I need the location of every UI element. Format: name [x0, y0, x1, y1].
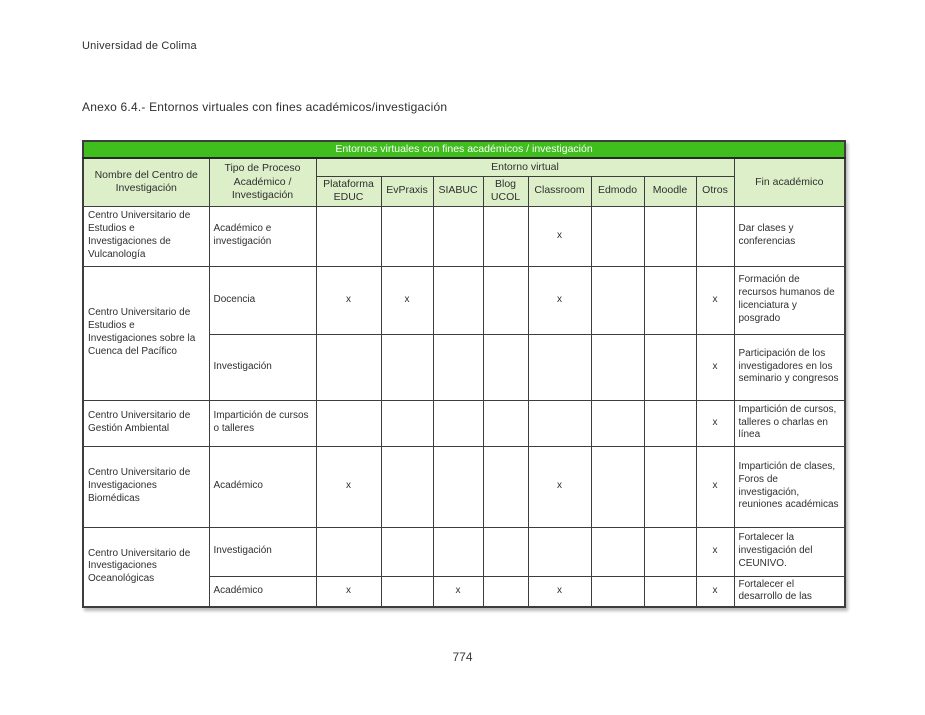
table-title-row: [83, 141, 845, 158]
header-group-row: [83, 158, 845, 176]
process-cell: Impartición de cursos o talleres: [209, 400, 316, 446]
env-mark-cell: [483, 527, 528, 576]
env-mark-cell: [591, 266, 644, 334]
env-mark-cell: x: [696, 266, 734, 334]
env-mark-cell: x: [528, 576, 591, 607]
col-header-tipo-proceso: Tipo de Proceso Académico / Investigación: [209, 158, 316, 206]
env-mark-cell: [591, 400, 644, 446]
env-mark-cell: [644, 400, 696, 446]
col-header-edmodo: Edmodo: [591, 176, 644, 206]
env-mark-cell: x: [696, 527, 734, 576]
letterhead: Universidad de Colima: [82, 40, 197, 52]
env-mark-cell: x: [696, 334, 734, 400]
env-mark-cell: [483, 400, 528, 446]
env-mark-cell: [644, 446, 696, 527]
env-mark-cell: x: [528, 206, 591, 266]
env-mark-cell: [591, 446, 644, 527]
page-number: 774: [452, 650, 473, 664]
env-mark-cell: [528, 334, 591, 400]
process-cell: Investigación: [209, 334, 316, 400]
table-row: [83, 400, 845, 446]
env-mark-cell: x: [316, 576, 381, 607]
env-mark-cell: [644, 206, 696, 266]
env-mark-cell: [433, 446, 483, 527]
env-mark-cell: [381, 576, 433, 607]
env-mark-cell: [433, 400, 483, 446]
env-mark-cell: [381, 527, 433, 576]
env-mark-cell: x: [528, 446, 591, 527]
col-header-nombre-centro: Nombre del Centro de Investigación: [83, 158, 209, 206]
env-mark-cell: [381, 400, 433, 446]
env-mark-cell: x: [381, 266, 433, 334]
col-header-entorno-virtual: Entorno virtual: [316, 158, 734, 176]
env-mark-cell: [528, 527, 591, 576]
process-cell: Investigación: [209, 527, 316, 576]
col-header-evpraxis: EvPraxis: [381, 176, 433, 206]
env-mark-cell: [381, 446, 433, 527]
table-row: [83, 446, 845, 527]
env-mark-cell: [483, 266, 528, 334]
env-mark-cell: [316, 206, 381, 266]
env-mark-cell: x: [528, 266, 591, 334]
center-name-cell: Centro Universitario de Gestión Ambiental: [83, 400, 209, 446]
env-mark-cell: [433, 334, 483, 400]
col-header-blog-ucol: Blog UCOL: [483, 176, 528, 206]
purpose-cell: Fortalecer la investigación del CEUNIVO.: [734, 527, 845, 576]
process-cell: Académico e investigación: [209, 206, 316, 266]
env-mark-cell: [316, 527, 381, 576]
env-mark-cell: [528, 400, 591, 446]
col-header-otros: Otros: [696, 176, 734, 206]
col-header-classroom: Classroom: [528, 176, 591, 206]
env-mark-cell: [316, 400, 381, 446]
env-mark-cell: [591, 206, 644, 266]
purpose-cell: Formación de recursos humanos de licenciatura y posgrado: [734, 266, 845, 334]
env-mark-cell: [644, 266, 696, 334]
env-mark-cell: x: [316, 266, 381, 334]
process-cell: Docencia: [209, 266, 316, 334]
center-name-cell: Centro Universitario de Estudios e Investigaciones de Vulcanología: [83, 206, 209, 266]
env-mark-cell: [381, 206, 433, 266]
env-mark-cell: x: [696, 446, 734, 527]
entornos-virtuales-table: [82, 140, 846, 608]
center-name-cell: Centro Universitario de Estudios e Investigaciones sobre la Cuenca del Pacífico: [83, 266, 209, 400]
env-mark-cell: [483, 576, 528, 607]
env-mark-cell: [483, 334, 528, 400]
env-mark-cell: [591, 576, 644, 607]
env-mark-cell: x: [316, 446, 381, 527]
env-mark-cell: [644, 334, 696, 400]
purpose-cell: Fortalecer el desarrollo de las: [734, 576, 845, 607]
env-mark-cell: [644, 527, 696, 576]
center-name-cell: Centro Universitario de Investigaciones Biomédicas: [83, 446, 209, 527]
table-title: Entornos virtuales con fines académicos / investigación: [83, 141, 845, 158]
col-header-siabuc: SIABUC: [433, 176, 483, 206]
purpose-cell: Impartición de cursos, talleres o charlas en línea: [734, 400, 845, 446]
env-mark-cell: [591, 334, 644, 400]
process-cell: Académico: [209, 576, 316, 607]
env-mark-cell: x: [433, 576, 483, 607]
env-mark-cell: x: [696, 576, 734, 607]
env-mark-cell: x: [696, 400, 734, 446]
purpose-cell: Dar clases y conferencias: [734, 206, 845, 266]
env-mark-cell: [433, 206, 483, 266]
env-mark-cell: [433, 527, 483, 576]
table-row: [83, 266, 845, 334]
table-caption: Anexo 6.4.- Entornos virtuales con fines académicos/investigación: [82, 100, 448, 114]
table-row: [83, 206, 845, 266]
env-mark-cell: [483, 446, 528, 527]
env-mark-cell: [591, 527, 644, 576]
col-header-moodle: Moodle: [644, 176, 696, 206]
env-mark-cell: [381, 334, 433, 400]
purpose-cell: Participación de los investigadores en los seminario y congresos: [734, 334, 845, 400]
col-header-plataforma-educ: Plataforma EDUC: [316, 176, 381, 206]
env-mark-cell: [316, 334, 381, 400]
env-mark-cell: [644, 576, 696, 607]
env-mark-cell: [483, 206, 528, 266]
center-name-cell: Centro Universitario de Investigaciones Oceanológicas: [83, 527, 209, 607]
purpose-cell: Impartición de clases, Foros de investigación, reuniones académicas: [734, 446, 845, 527]
env-mark-cell: [433, 266, 483, 334]
env-mark-cell: [696, 206, 734, 266]
table-row: [83, 527, 845, 576]
col-header-fin-academico: Fin académico: [734, 158, 845, 206]
process-cell: Académico: [209, 446, 316, 527]
